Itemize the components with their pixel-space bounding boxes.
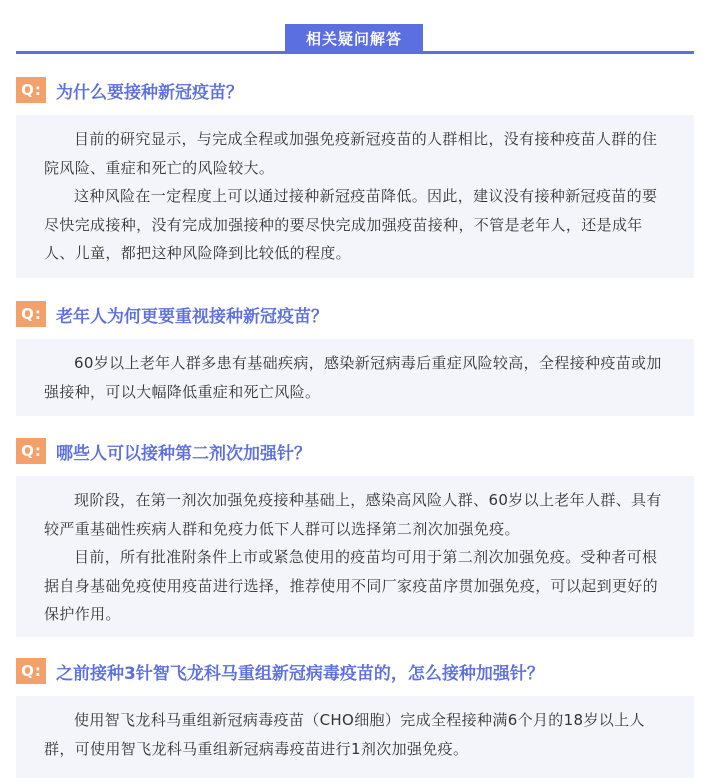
question-row — [16, 77, 243, 103]
badge-colon: : — [34, 305, 41, 323]
question-badge-letter: Q — [21, 662, 34, 680]
answer-box — [16, 339, 694, 416]
badge-colon: : — [34, 442, 41, 460]
badge-colon: : — [34, 81, 41, 99]
question-badge — [16, 438, 46, 464]
question-row — [16, 658, 544, 684]
answer-box — [16, 115, 694, 278]
badge-colon: : — [34, 662, 41, 680]
answer-paragraph: 目前，所有批准附条件上市或紧急使用的疫苗均可用于第二剂次加强免疫。受种者可根据自身基础免疫使用疫苗进行选择，推荐使用不同厂家疫苗序贯加强免疫，可以起到更好的保护作用。 — [44, 548, 659, 623]
question-badge — [16, 301, 46, 327]
section-title-text: 相关疑问解答 — [305, 29, 402, 48]
question-badge — [16, 77, 46, 103]
answer-paragraph: 使用智飞龙科马重组新冠病毒疫苗（CHO细胞）完成全程接种满6个月的18岁以上人群，可使用智飞龙科马重组新冠病毒疫苗进行1剂次加强免疫。 — [44, 711, 645, 758]
answer-paragraph: 60岁以上老年人群多患有基础疾病，感染新冠病毒后重症风险较高，全程接种疫苗或加强接种，可以大幅降低重症和死亡风险。 — [44, 354, 662, 401]
question-text: 老年人为何更要重视接种新冠疫苗？ — [56, 306, 328, 327]
answer-paragraph: 这种风险在一定程度上可以通过接种新冠疫苗降低。因此，建议没有接种新冠疫苗的要尽快完成接种，没有完成加强接种的要尽快完成加强疫苗接种，不管是老年人，还是成年人、儿童，都把这种风险降到比较低的程度。 — [44, 187, 658, 262]
answer-box — [16, 476, 694, 637]
question-text: 之前接种3针智飞龙科马重组新冠病毒疫苗的，怎么接种加强针？ — [56, 663, 544, 684]
question-row — [16, 301, 328, 327]
section-title — [285, 24, 423, 52]
question-badge-letter: Q — [21, 442, 34, 460]
question-row — [16, 438, 311, 464]
answer-paragraph: 现阶段，在第一剂次加强免疫接种基础上，感染高风险人群、60岁以上老年人群、具有较严重基础性疾病人群和免疫力低下人群可以选择第二剂次加强免疫。 — [44, 491, 662, 538]
answer-paragraph: 目前的研究显示，与完成全程或加强免疫新冠疫苗的人群相比，没有接种疫苗人群的住院风险、重症和死亡的风险较大。 — [44, 130, 658, 177]
answer-box — [16, 696, 694, 778]
question-badge-letter: Q — [21, 305, 34, 323]
section-divider — [16, 51, 694, 54]
question-text: 为什么要接种新冠疫苗？ — [56, 82, 243, 103]
question-badge — [16, 658, 46, 684]
question-text: 哪些人可以接种第二剂次加强针？ — [56, 443, 311, 464]
question-badge-letter: Q — [21, 81, 34, 99]
